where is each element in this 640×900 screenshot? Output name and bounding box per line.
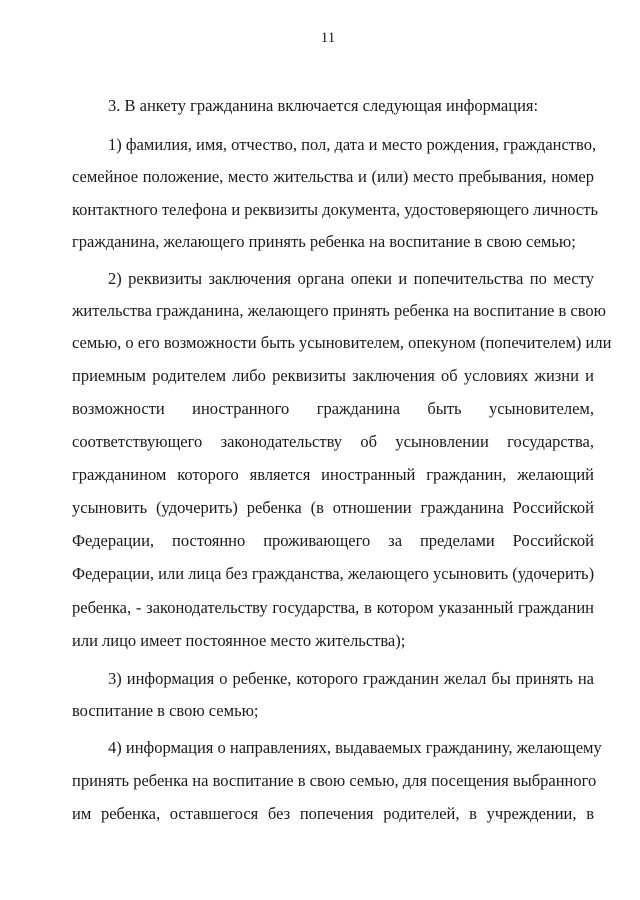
- p2-line-8: усыновить (удочерить) ребенка (в отношении гражданина Российской: [72, 498, 594, 517]
- p4-line-1: 4) информация о направлениях, выдаваемых гражданину, желающему: [108, 738, 602, 757]
- intro-line: 3. В анкету гражданина включается следующая информация:: [108, 96, 539, 115]
- p4-line-3: им ребенка, оставшегося без попечения родителей, в учреждении, в: [72, 804, 594, 823]
- p1-line-2: семейное положение, место жительства и (или) место пребывания, номер: [72, 167, 594, 186]
- p1-line-1: 1) фамилия, имя, отчество, пол, дата и место рождения, гражданство,: [108, 135, 597, 154]
- p2-line-6: соответствующего законодательству об усыновлении государства,: [72, 432, 594, 451]
- page-number: 11: [320, 30, 336, 46]
- p2-line-1: 2) реквизиты заключения органа опеки и попечительства по месту: [108, 269, 594, 288]
- p2-line-2: жительства гражданина, желающего принять ребенка на воспитание в свою: [72, 301, 607, 320]
- p2-line-7: гражданином которого является иностранный гражданин, желающий: [72, 465, 594, 484]
- p2-line-9: Федерации, постоянно проживающего за пределами Российской: [72, 531, 594, 550]
- p2-line-11: ребенка, - законодательству государства, в котором указанный гражданин: [72, 598, 594, 617]
- p2-line-12: или лицо имеет постоянное место жительства);: [72, 631, 406, 650]
- p3-line-2: воспитание в свою семью;: [72, 701, 259, 720]
- p2-line-5: возможности иностранного гражданина быть усыновителем,: [72, 399, 594, 418]
- p1-line-4: гражданина, желающего принять ребенка на воспитание в свою семью;: [72, 232, 576, 251]
- p2-line-3: семью, о его возможности быть усыновителем, опекуном (попечителем) или: [72, 333, 612, 352]
- p3-line-1: 3) информация о ребенке, которого гражданин желал бы принять на: [108, 669, 594, 688]
- p2-line-10: Федерации, или лица без гражданства, желающего усыновить (удочерить): [72, 564, 595, 583]
- p1-line-3: контактного телефона и реквизиты документа, удостоверяющего личность: [72, 200, 598, 219]
- p4-line-2: принять ребенка на воспитание в свою семью, для посещения выбранного: [72, 771, 597, 790]
- p2-line-4: приемным родителем либо реквизиты заключения об условиях жизни и: [72, 366, 594, 385]
